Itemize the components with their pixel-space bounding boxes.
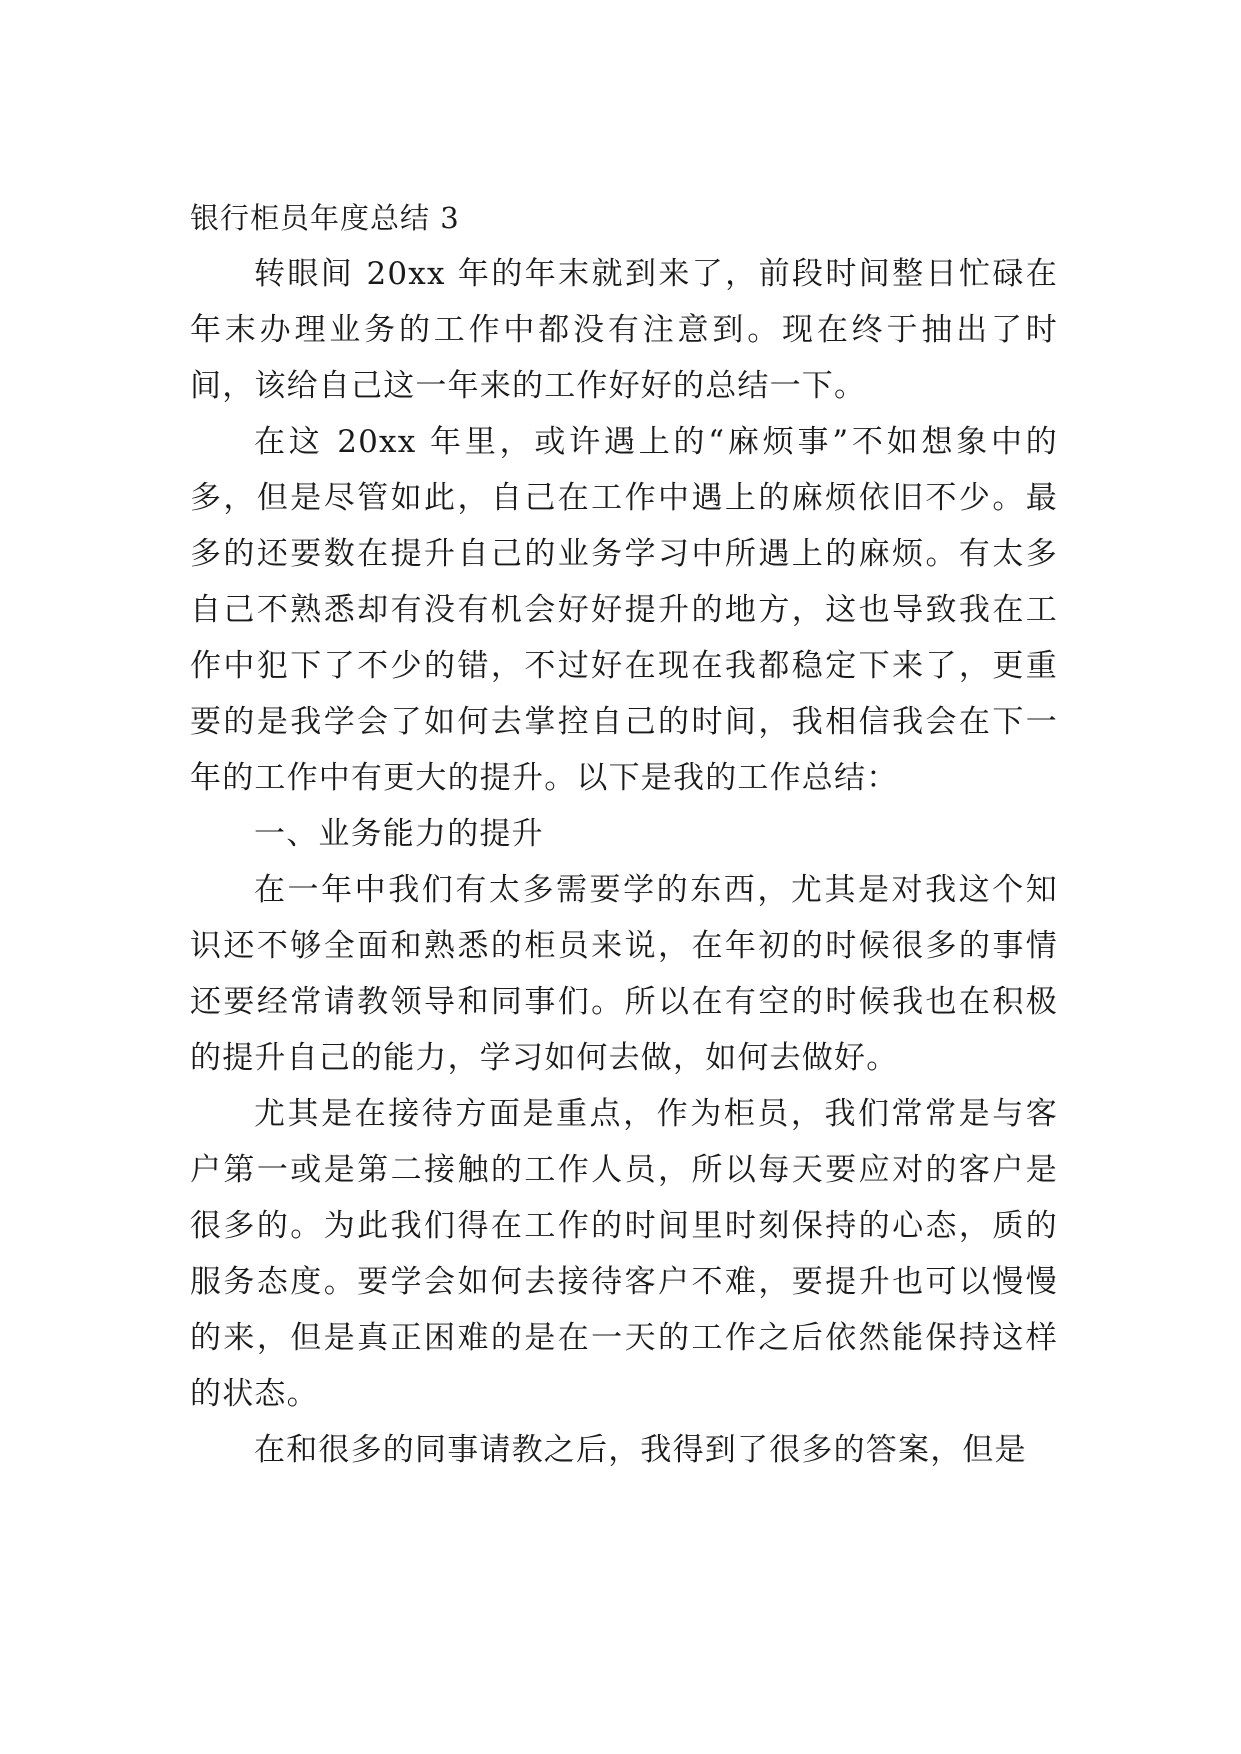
paragraph-intro: 转眼间 20xx 年的年末就到来了，前段时间整日忙碌在年末办理业务的工作中都没有注意到。现在终于抽出了时间，该给自己这一年来的工作好好的总结一下。 — [190, 256, 1058, 404]
document-body — [190, 190, 1058, 1478]
paragraph-colleagues: 在和很多的同事请教之后，我得到了很多的答案，但是 — [254, 1432, 1027, 1468]
document-title: 银行柜员年度总结 3 — [190, 201, 460, 235]
section-heading: 一、业务能力的提升 — [254, 816, 544, 852]
paragraph-learning: 在一年中我们有太多需要学的东西，尤其是对我这个知识还不够全面和熟悉的柜员来说，在年初的时候很多的事情还要经常请教领导和同事们。所以在有空的时候我也在积极的提升自己的能力，学习如何去做，如何去做好。 — [190, 872, 1058, 1076]
paragraph-reception: 尤其是在接待方面是重点，作为柜员，我们常常是与客户第一或是第二接触的工作人员，所以每天要应对的客户是很多的。为此我们得在工作的时间里时刻保持的心态，质的服务态度。要学会如何去接待客户不难，要提升也可以慢慢的来，但是真正困难的是在一天的工作之后依然能保持这样的状态。 — [190, 1096, 1058, 1412]
paragraph-troubles: 在这 20xx 年里，或许遇上的“麻烦事”不如想象中的多，但是尽管如此，自己在工作中遇上的麻烦依旧不少。最多的还要数在提升自己的业务学习中所遇上的麻烦。有太多自己不熟悉却有没有机会好好提升的地方，这也导致我在工作中犯下了不少的错，不过好在现在我都稳定下来了，更重要的是我学会了如何去掌控自己的时间，我相信我会在下一年的工作中有更大的提升。以下是我的工作总结： — [190, 424, 1058, 796]
